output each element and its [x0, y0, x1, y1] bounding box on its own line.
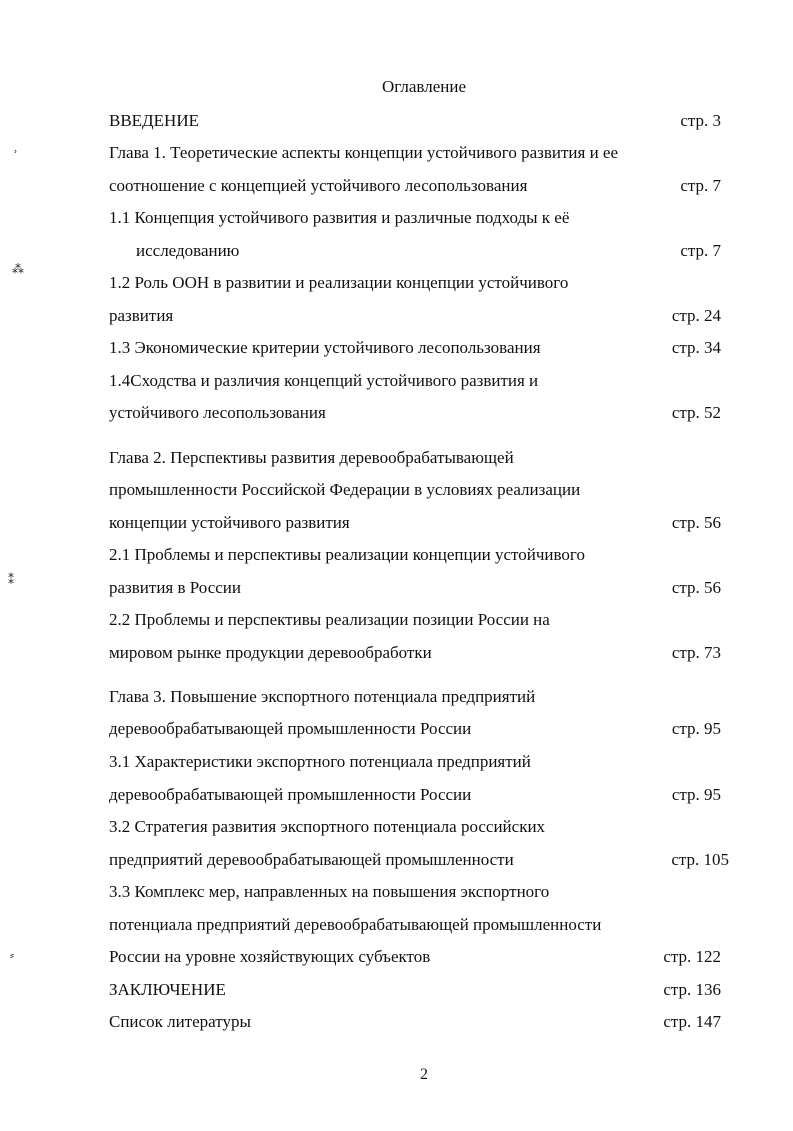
toc-entry-text: мировом рынке продукции деревообработки: [109, 643, 432, 662]
toc-entry-line: [109, 141, 721, 165]
toc-entry-text: 1.2 Роль ООН в развитии и реализации концепции устойчивого: [109, 273, 569, 292]
toc-entry: [136, 239, 721, 263]
toc-entry-text: промышленности Российской Федерации в условиях реализации: [109, 480, 581, 499]
toc-entry-text: развития в России: [109, 578, 241, 597]
toc-entry: [109, 848, 729, 872]
toc-entry-text: соотношение с концепцией устойчивого лесопользования: [109, 176, 528, 195]
toc-entry-text: 1.4Сходства и различия концепций устойчивого развития и: [109, 371, 539, 390]
toc-entry-text: 2.2 Проблемы и перспективы реализации позиции России на: [109, 610, 550, 629]
toc-entry-text: Глава 1. Теоретические аспекты концепции устойчивого развития и ее: [109, 143, 619, 162]
toc-entry-text: развития: [109, 306, 174, 325]
scan-mark-icon: ⁂: [12, 262, 24, 276]
toc-entry-page: стр. 3: [680, 111, 721, 130]
page-number: 2: [420, 1066, 428, 1083]
toc-entry-page: стр. 7: [680, 176, 721, 195]
toc-entry-page: стр. 24: [671, 306, 721, 325]
toc-entry-line: [109, 369, 721, 393]
toc-entry-text: 1.1 Концепция устойчивого развития и различные подходы к её: [109, 208, 570, 227]
toc-entry-text: Глава 2. Перспективы развития деревообрабатывающей: [109, 448, 514, 467]
toc-entry-text: исследованию: [136, 241, 240, 260]
scan-mark-icon: ⸗: [10, 948, 14, 962]
toc-entry-line: [109, 206, 721, 230]
toc-entry-text: концепции устойчивого развития: [109, 513, 350, 532]
toc-entry-page: стр. 136: [663, 980, 721, 999]
toc-entry-text: 3.1 Характеристики экспортного потенциала предприятий: [109, 752, 531, 771]
toc-entry: [109, 109, 721, 133]
toc-entry: [109, 576, 721, 600]
scan-mark-icon: ˒: [14, 145, 18, 159]
toc-entry: [109, 641, 721, 665]
toc-entry-page: стр. 122: [663, 947, 721, 966]
toc-entry-line: [109, 543, 721, 567]
toc-entry-line: [109, 478, 721, 502]
toc-entry: [109, 174, 721, 198]
toc-entry: [109, 717, 721, 741]
toc-entry-line: [109, 750, 721, 774]
toc-entry-text: Список литературы: [109, 1012, 251, 1031]
toc-entry: [109, 1010, 721, 1034]
toc-entry: [109, 783, 721, 807]
toc-entry-page: стр. 34: [671, 338, 721, 357]
toc-entry-line: [109, 271, 721, 295]
toc-entry-page: стр. 73: [671, 643, 721, 662]
toc-entry-line: [109, 446, 721, 470]
toc-entry-text: ЗАКЛЮЧЕНИЕ: [109, 980, 226, 999]
toc-entry-text: 1.3 Экономические критерии устойчивого лесопользования: [109, 338, 541, 357]
toc-entry: [109, 511, 721, 535]
toc-entry-line: [109, 608, 721, 632]
toc-entry-text: 2.1 Проблемы и перспективы реализации концепции устойчивого: [109, 545, 585, 564]
toc-entry: [109, 336, 721, 360]
toc-entry: [109, 401, 721, 425]
toc-entry-page: стр. 52: [671, 403, 721, 422]
toc-entry-page: стр. 56: [671, 513, 721, 532]
toc-entry: [109, 945, 721, 969]
scan-mark-icon: ⁑: [8, 573, 14, 587]
toc-title: Оглавление: [382, 77, 466, 96]
toc-entry-text: устойчивого лесопользования: [109, 403, 326, 422]
toc-entry-page: стр. 147: [663, 1012, 721, 1031]
toc-entry-line: [109, 815, 721, 839]
toc-entry-page: стр. 105: [671, 850, 729, 869]
toc-entry-line: [109, 880, 721, 904]
toc-entry-page: стр. 56: [671, 578, 721, 597]
toc-entry-text: 3.3 Комплекс мер, направленных на повышения экспортного: [109, 882, 550, 901]
toc-entry-line: [109, 913, 721, 937]
toc-entry-text: потенциала предприятий деревообрабатывающей промышленности: [109, 915, 602, 934]
toc-entry-line: [109, 685, 721, 709]
toc-entry-text: деревообрабатывающей промышленности России: [109, 785, 472, 804]
toc-entry: [109, 304, 721, 328]
toc-entry-text: деревообрабатывающей промышленности России: [109, 719, 472, 738]
toc-entry-text: предприятий деревообрабатывающей промышленности: [109, 850, 514, 869]
toc-entry-text: 3.2 Стратегия развития экспортного потенциала российских: [109, 817, 546, 836]
toc-entry-text: Глава 3. Повышение экспортного потенциала предприятий: [109, 687, 536, 706]
toc-entry-page: стр. 95: [671, 785, 721, 804]
toc-entry-page: стр. 7: [680, 241, 721, 260]
toc-entry: [109, 978, 721, 1002]
toc-entry-page: стр. 95: [671, 719, 721, 738]
toc-entry-text: России на уровне хозяйствующих субъектов: [109, 947, 431, 966]
toc-entry-text: ВВЕДЕНИЕ: [109, 111, 199, 130]
